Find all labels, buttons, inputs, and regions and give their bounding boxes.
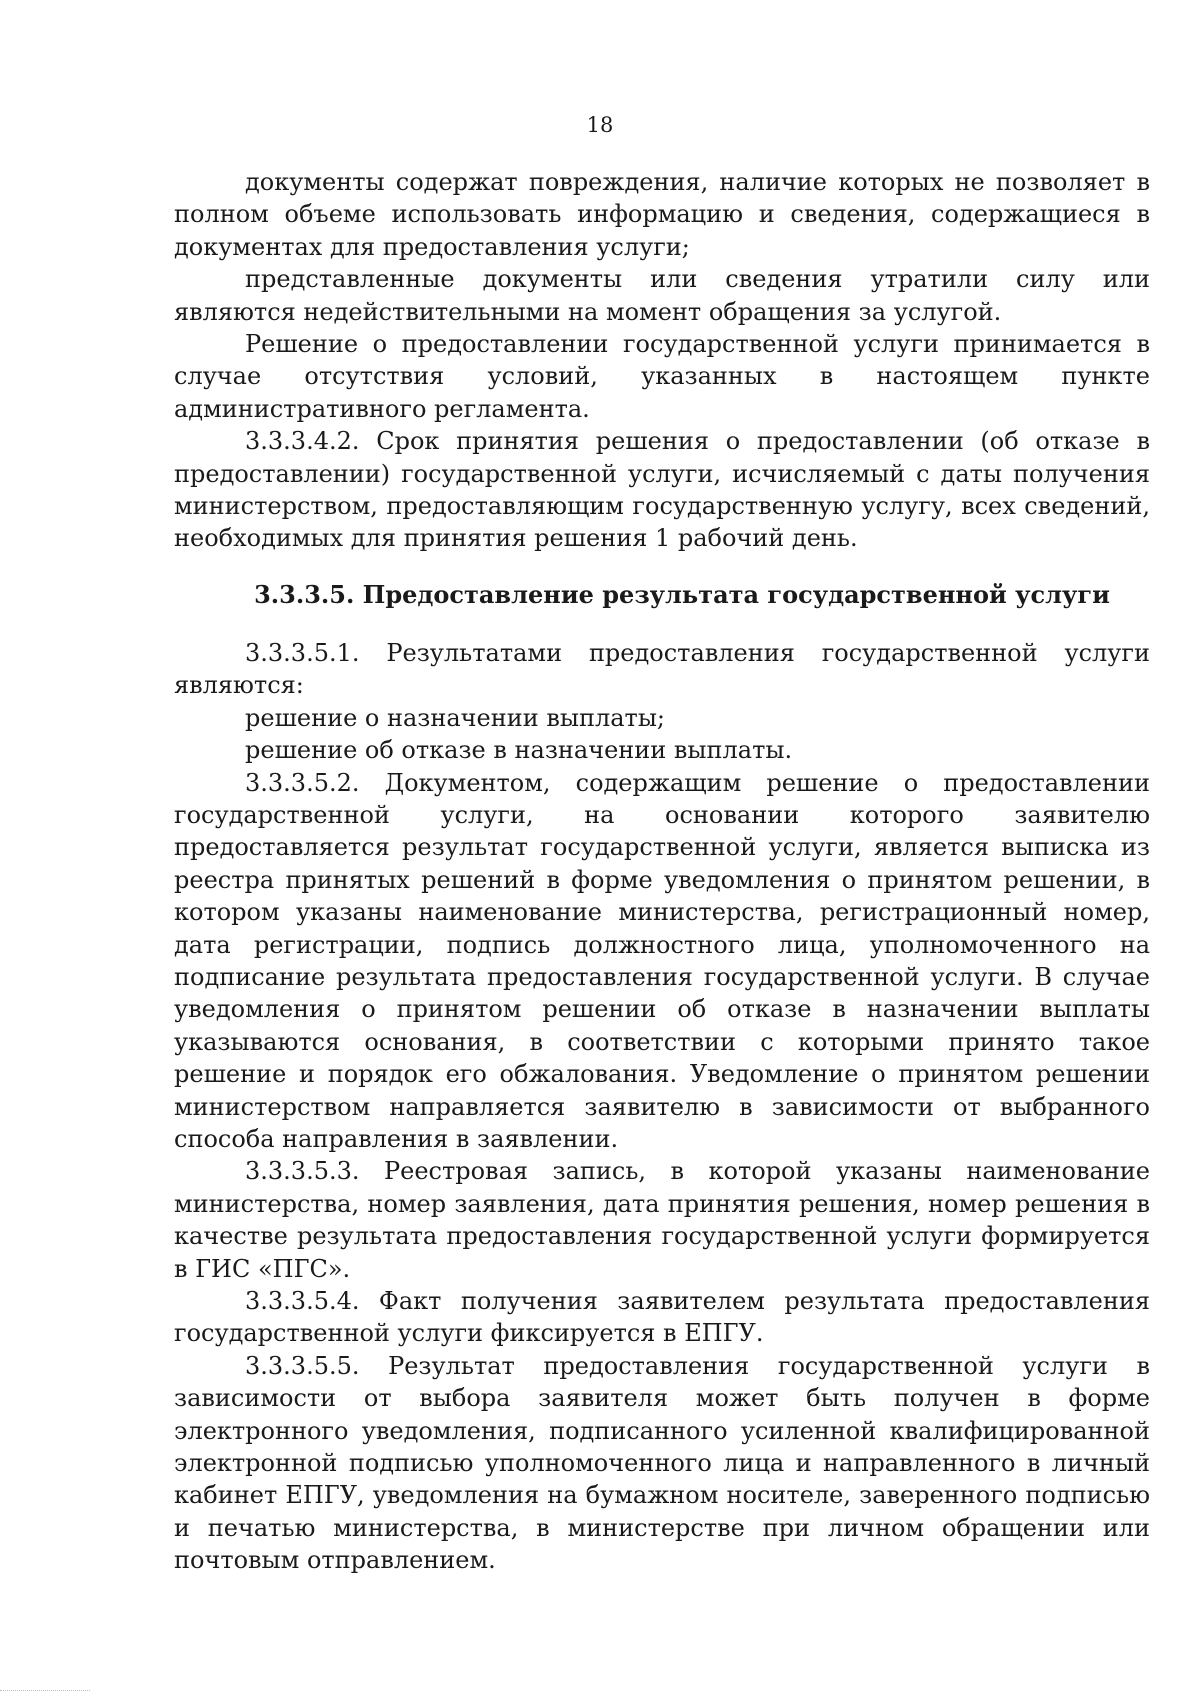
section-heading: 3.3.3.5. Предоставление результата государственной услуги [254, 579, 1110, 609]
paragraph: документы содержат повреждения, наличие которых не позволяет в полном объеме использовать информацию и сведения, содержащиеся в документах для предоставления услуги; [174, 168, 1150, 261]
document-body [174, 166, 1150, 1577]
paragraph: 3.3.3.4.2. Срок принятия решения о предоставлении (об отказе в предоставлении) государственной услуги, исчисляемый с даты получения министерством, предоставляющим государственную услугу, всех сведений, необходимых для принятия решения 1 рабочий день. [174, 427, 1150, 553]
scan-edge-artifact [0, 1690, 90, 1697]
paragraph: 3.3.3.5.2. Документом, содержащим решение о предоставлении государственной услуги, на основании которого заявителю предоставляется результат государственной услуги, является выписка из реестра принятых решений в форме уведомления о принятом решении, в котором указаны наименование министерства, регистрационный номер, дата регистрации, подпись должностного лица, уполномоченного на подписание результата предоставления государственной услуги. В случае уведомления о принятом решении об отказе в назначении выплаты указываются основания, в соответствии с которыми принято такое решение и порядок его обжалования. Уведомление о принятом решении министерством направляется заявителю в зависимости от выбранного способа направления в заявлении. [174, 768, 1150, 1153]
paragraph: решение о назначении выплаты; [245, 703, 665, 732]
paragraph: Решение о предоставлении государственной услуги принимается в случае отсутствия условий, указанных в настоящем пункте административного регламента. [174, 330, 1150, 423]
paragraph: 3.3.3.5.3. Реестровая запись, в которой указаны наименование министерства, номер заявления, дата принятия решения, номер решения в качестве результата предоставления государственной услуги формируется в ГИС «ПГС». [174, 1157, 1150, 1283]
page-number: 18 [586, 113, 614, 137]
paragraph: представленные документы или сведения утратили силу или являются недействительными на момент обращения за услугой. [174, 265, 1150, 326]
paragraph: 3.3.3.5.4. Факт получения заявителем результата предоставления государственной услуги фиксируется в ЕПГУ. [174, 1287, 1150, 1348]
paragraph: 3.3.3.5.1. Результатами предоставления государственной услуги являются: [174, 638, 1150, 700]
paragraphs-before-heading [174, 166, 1150, 555]
paragraph: решение об отказе в назначении выплаты. [245, 736, 793, 765]
paragraph: 3.3.3.5.5. Результат предоставления государственной услуги в зависимости от выбора заявителя может быть получен в форме электронного уведомления, подписанного усиленной квалифицированной электронной подписью уполномоченного лица и направленного в личный кабинет ЕПГУ, уведомления на бумажном носителе, заверенного подписью и печатью министерства, в министерстве при личном обращении или почтовым отправлением. [174, 1351, 1150, 1575]
paragraphs-after-heading [174, 637, 1150, 1577]
